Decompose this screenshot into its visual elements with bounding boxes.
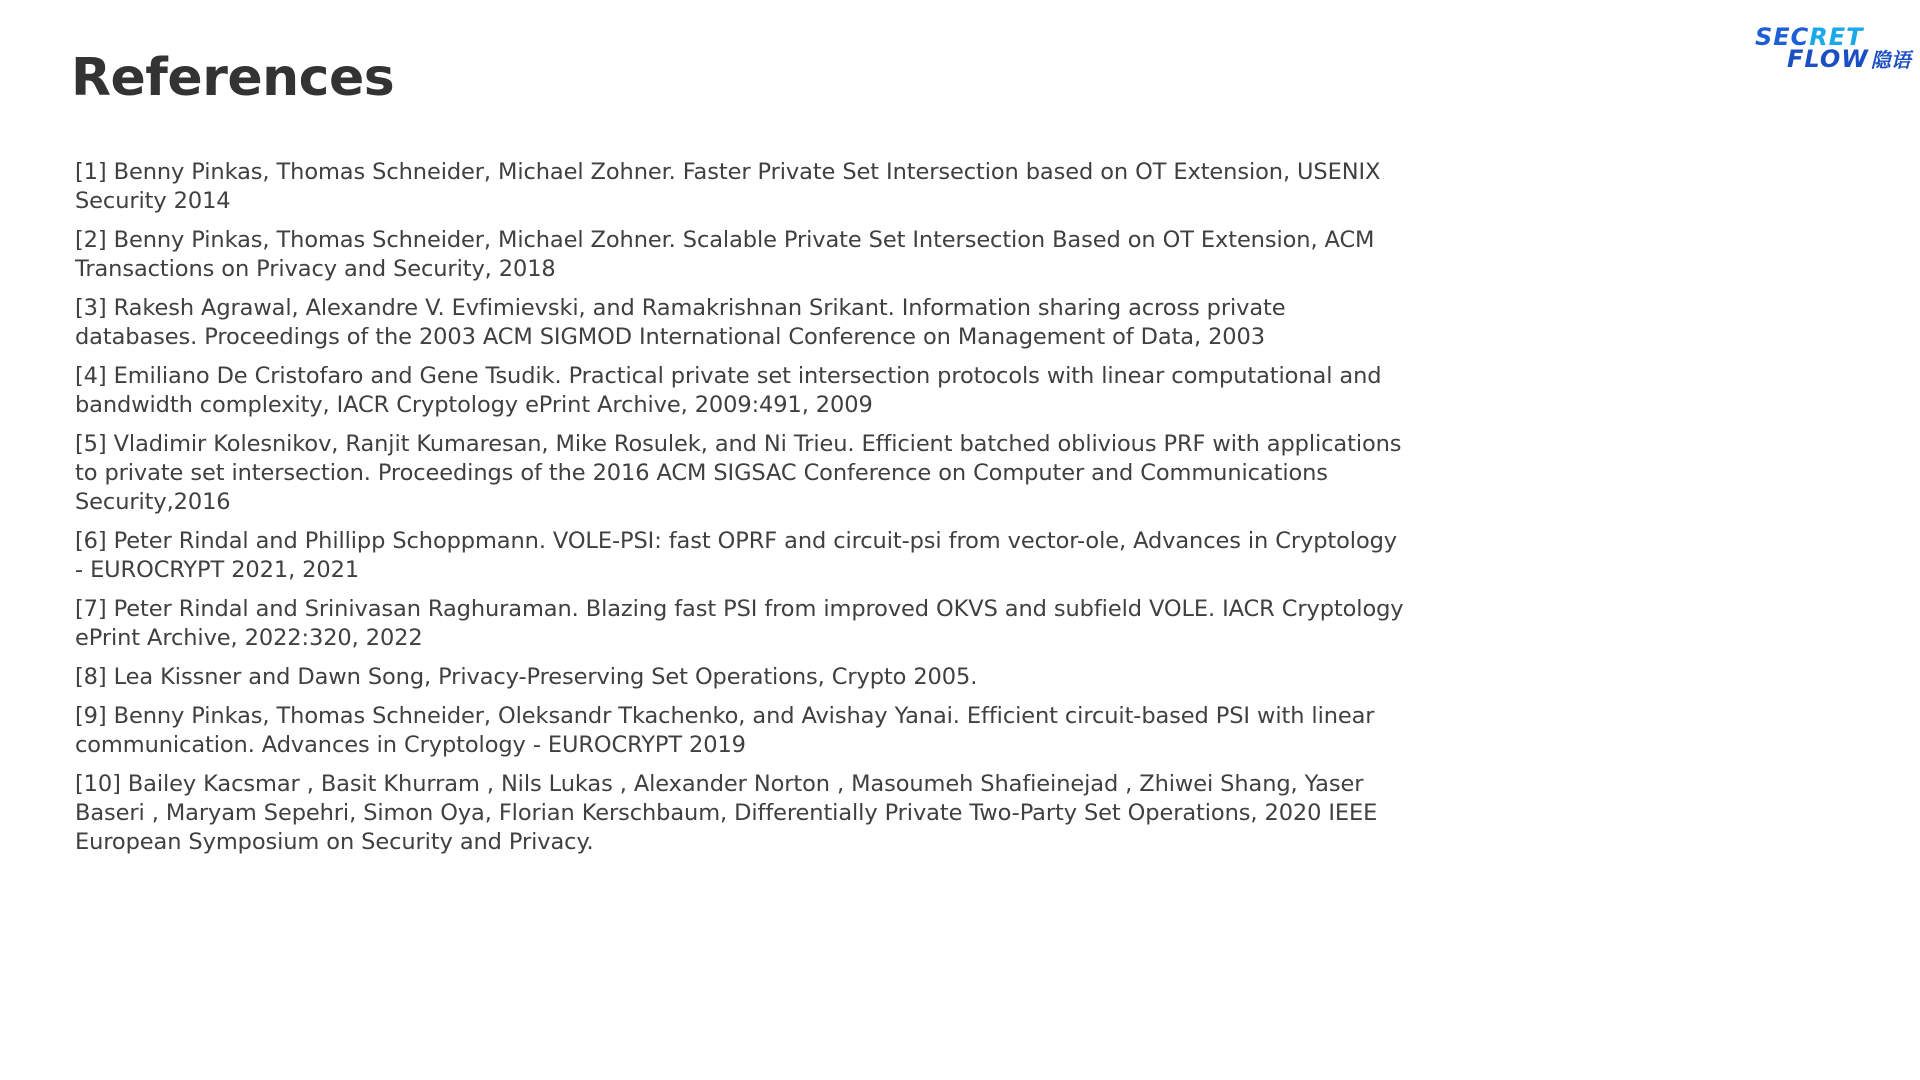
slide-title: References [71, 48, 395, 108]
secretflow-logo [1755, 24, 1915, 74]
reference-item-4: [4] Emiliano De Cristofaro and Gene Tsudik. Practical private set intersection protocols with linear computational and bandwidth complexity, IACR Cryptology ePrint Archive, 2009:491, 2009 [75, 363, 1382, 418]
logo-text-ret: RET [1809, 23, 1864, 51]
reference-item-8: [8] Lea Kissner and Dawn Song, Privacy-Preserving Set Operations, Crypto 2005. [75, 664, 978, 690]
reference-item-5: [5] Vladimir Kolesnikov, Ranjit Kumaresan, Mike Rosulek, and Ni Trieu. Efficient batched oblivious PRF with applications to private set intersection. Proceedings of the 2016 ACM SIGSAC Conference on Computer and Communications Security,2016 [75, 431, 1402, 515]
reference-item-1: [1] Benny Pinkas, Thomas Schneider, Michael Zohner. Faster Private Set Intersection based on OT Extension, USENIX Security 2014 [75, 159, 1381, 214]
logo-line-2 [1787, 46, 1911, 73]
reference-item-9: [9] Benny Pinkas, Thomas Schneider, Oleksandr Tkachenko, and Avishay Yanai. Efficient circuit-based PSI with linear communication. Advances in Cryptology - EUROCRYPT 2019 [75, 703, 1375, 758]
logo-text-sec: SEC [1755, 23, 1810, 51]
reference-item-7: [7] Peter Rindal and Srinivasan Raghuraman. Blazing fast PSI from improved OKVS and subfield VOLE. IACR Cryptology ePrint Archive, 2022:320, 2022 [75, 596, 1404, 651]
reference-item-6: [6] Peter Rindal and Phillipp Schoppmann. VOLE-PSI: fast OPRF and circuit-psi from vector-ole, Advances in Cryptology - EUROCRYPT 2021, 2021 [75, 528, 1398, 583]
reference-item-10: [10] Bailey Kacsmar , Basit Khurram , Nils Lukas , Alexander Norton , Masoumeh Shafieinejad , Zhiwei Shang, Yaser Baseri , Maryam Sepehri, Simon Oya, Florian Kerschbaum, Differentially Private Two-Party Set Operations, 2020 IEEE European Symposium on Security and Privacy. [75, 771, 1378, 855]
logo-text-flow: FLOW [1787, 45, 1869, 73]
references-list [75, 158, 1405, 867]
reference-item-2: [2] Benny Pinkas, Thomas Schneider, Michael Zohner. Scalable Private Set Intersection Based on OT Extension, ACM Transactions on Privacy and Security, 2018 [75, 227, 1375, 282]
reference-item-3: [3] Rakesh Agrawal, Alexandre V. Evfimievski, and Ramakrishnan Srikant. Information sharing across private databases. Proceedings of the 2003 ACM SIGMOD International Conference on Management of Data, 2003 [75, 295, 1286, 350]
logo-text-cn: 隐语 [1870, 48, 1911, 72]
